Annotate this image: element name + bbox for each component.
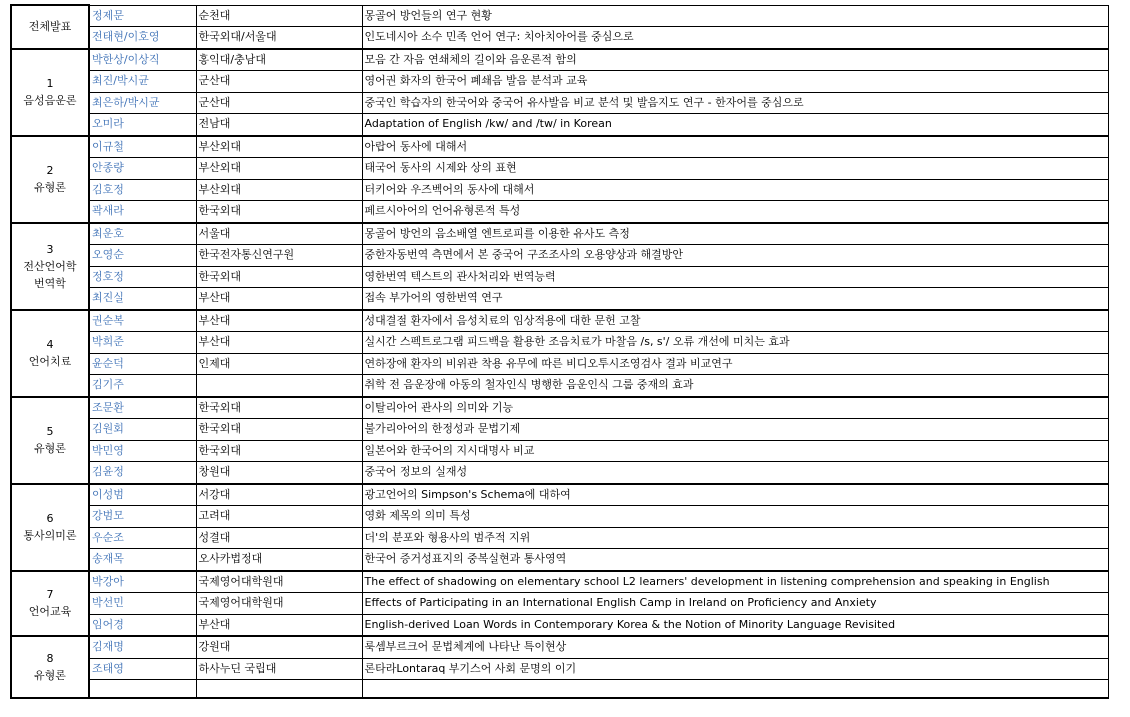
paper-title: 불가리아어의 한정성과 문법기제 [362,419,1108,441]
affiliation: 부산외대 [196,158,362,180]
session-label [11,571,89,637]
table-row [11,375,1108,397]
presenter-name: 오영순 [89,245,196,267]
presenter-name: 최진실 [89,288,196,310]
paper-title: 태국어 동사의 시제와 상의 표현 [362,158,1108,180]
session-label [11,223,89,310]
paper-title: 영화 제목의 의미 특성 [362,506,1108,528]
presenter-name: 이규철 [89,136,196,158]
table-row [11,549,1108,571]
paper-title: 론타라Lontaraq 부기스어 사회 문명의 이기 [362,658,1108,680]
schedule-body [11,5,1108,698]
table-row [11,5,1108,27]
session-label-line: 유형론 [34,442,66,455]
presenter-name: 김기주 [89,375,196,397]
affiliation: 오사카법정대 [196,549,362,571]
affiliation: 부산대 [196,614,362,636]
paper-title: 연하장애 환자의 비위관 착용 유무에 따른 비디오투시조영검사 결과 비교연구 [362,353,1108,375]
session-label-line: 4 [46,338,54,351]
table-row [11,484,1108,506]
table-row [11,397,1108,419]
paper-title: Effects of Participating in an International English Camp in Ireland on Proficiency and Anxiety [362,593,1108,615]
affiliation: 군산대 [196,92,362,114]
affiliation: 한국외대 [196,419,362,441]
presenter-name: 조문환 [89,397,196,419]
affiliation: 부산외대 [196,179,362,201]
paper-title: 실시간 스펙트로그램 피드백을 활용한 조음치료가 마찰음 /s, s'/ 오류 개선에 미치는 효과 [362,332,1108,354]
session-label [11,136,89,223]
presenter-name: 정호정 [89,266,196,288]
session-label-line: 음성음운론 [23,94,77,107]
paper-title: 더'의 분포와 형용사의 범주적 지위 [362,527,1108,549]
table-row [11,658,1108,680]
table-row [11,114,1108,136]
session-label-line: 유형론 [34,669,66,682]
session-label-line: 8 [46,652,54,665]
affiliation: 하사누딘 국립대 [196,658,362,680]
presenter-name: 전태현/이호영 [89,27,196,49]
paper-title: 광고언어의 Simpson's Schema에 대하여 [362,484,1108,506]
affiliation: 홍익대/충남대 [196,49,362,71]
table-row [11,266,1108,288]
session-label-line: 전산언어학 [23,259,77,273]
affiliation: 서강대 [196,484,362,506]
presenter-name: 박희준 [89,332,196,354]
session-label-line: 5 [46,425,54,438]
affiliation: 성결대 [196,527,362,549]
presenter-name: 임어경 [89,614,196,636]
affiliation: 국제영어대학원대 [196,593,362,615]
table-row [11,527,1108,549]
presenter-name: 안종량 [89,158,196,180]
affiliation: 부산대 [196,288,362,310]
paper-title: 중한자동번역 측면에서 본 중국어 구조조사의 오용양상과 해결방안 [362,245,1108,267]
presenter-name: 박민영 [89,440,196,462]
table-row [11,179,1108,201]
table-row [11,136,1108,158]
table-row [11,440,1108,462]
session-label [11,484,89,571]
presenter-name: 권순복 [89,310,196,332]
paper-title: 영어권 화자의 한국어 폐쇄음 발음 분석과 교육 [362,71,1108,93]
presenter-name: 강범모 [89,506,196,528]
table-row [11,158,1108,180]
session-label-line: 언어치료 [28,355,72,368]
table-row [11,332,1108,354]
session-label-line: 7 [46,588,54,602]
affiliation [196,680,362,699]
table-row [11,245,1108,267]
table-row [11,288,1108,310]
table-row [11,462,1108,484]
table-row [11,310,1108,332]
session-label-line: 통사의미론 [23,529,77,542]
affiliation: 창원대 [196,462,362,484]
affiliation: 강원대 [196,636,362,658]
affiliation: 부산대 [196,310,362,332]
session-label [11,636,89,698]
paper-title: 룩셈부르크어 문법체계에 나타난 특이현상 [362,636,1108,658]
affiliation: 서울대 [196,223,362,245]
session-label-line: 번역학 [34,276,66,290]
table-row [11,353,1108,375]
presenter-name: 우순조 [89,527,196,549]
paper-title: 성대결절 환자에서 음성치료의 임상적용에 대한 문헌 고찰 [362,310,1108,332]
affiliation: 고려대 [196,506,362,528]
presenter-name: 조태영 [89,658,196,680]
table-row [11,71,1108,93]
session-label [11,5,89,49]
table-row [11,593,1108,615]
affiliation: 한국외대/서울대 [196,27,362,49]
paper-title: Adaptation of English /kw/ and /tw/ in Korean [362,114,1108,136]
paper-title [362,680,1108,699]
presenter-name [89,680,196,699]
affiliation: 순천대 [196,5,362,27]
presenter-name: 윤순덕 [89,353,196,375]
presenter-name: 최운호 [89,223,196,245]
affiliation: 군산대 [196,71,362,93]
presenter-name: 박선민 [89,593,196,615]
table-row [11,223,1108,245]
paper-title: 몽골어 방언들의 연구 현황 [362,5,1108,27]
session-label-line: 유형론 [34,181,66,194]
affiliation: 한국외대 [196,397,362,419]
paper-title: 접속 부가어의 영한번역 연구 [362,288,1108,310]
session-label-line: 2 [46,164,54,177]
paper-title: 영한번역 텍스트의 관사처리와 번역능력 [362,266,1108,288]
paper-title: 취학 전 음운장애 아동의 철자인식 병행한 음운인식 그룹 중재의 효과 [362,375,1108,397]
table-row [11,680,1108,699]
table-row [11,419,1108,441]
session-label-line: 전체발표 [28,20,72,34]
paper-title: 한국어 증거성표지의 중복실현과 통사영역 [362,549,1108,571]
paper-title: 모음 간 자음 연쇄체의 길이와 음운론적 함의 [362,49,1108,71]
table-row [11,27,1108,49]
presenter-name: 최은하/박시균 [89,92,196,114]
presenter-name: 김재명 [89,636,196,658]
table-row [11,614,1108,636]
session-label [11,310,89,397]
presenter-name: 오미라 [89,114,196,136]
paper-title: English-derived Loan Words in Contemporary Korea & the Notion of Minority Language Revisited [362,614,1108,636]
presenter-name: 송재목 [89,549,196,571]
table-row [11,201,1108,223]
table-row [11,92,1108,114]
presenter-name: 김윤정 [89,462,196,484]
affiliation: 인제대 [196,353,362,375]
affiliation: 부산대 [196,332,362,354]
paper-title: 중국인 학습자의 한국어와 중국어 유사발음 비교 분석 및 발음지도 연구 - 한자어를 중심으로 [362,92,1108,114]
affiliation: 한국외대 [196,440,362,462]
table-row [11,506,1108,528]
affiliation: 한국전자통신연구원 [196,245,362,267]
paper-title: 페르시아어의 언어유형론적 특성 [362,201,1108,223]
schedule-table [10,4,1109,699]
table-row [11,636,1108,658]
paper-title: 일본어와 한국어의 지시대명사 비교 [362,440,1108,462]
paper-title: The effect of shadowing on elementary school L2 learners' development in listening comprehension and speaking in English [362,571,1108,593]
affiliation: 한국외대 [196,266,362,288]
presenter-name: 이성범 [89,484,196,506]
session-label-line: 6 [46,512,54,525]
session-label-line: 언어교육 [28,605,72,619]
table-row [11,571,1108,593]
presenter-name: 박강아 [89,571,196,593]
session-label [11,49,89,136]
presenter-name: 정제문 [89,5,196,27]
presenter-name: 박한상/이상직 [89,49,196,71]
presenter-name: 김원회 [89,419,196,441]
affiliation: 부산외대 [196,136,362,158]
affiliation [196,375,362,397]
paper-title: 아랍어 동사에 대해서 [362,136,1108,158]
paper-title: 이탈리아어 관사의 의미와 기능 [362,397,1108,419]
session-label-line: 3 [46,242,54,256]
presenter-name: 곽새라 [89,201,196,223]
session-label-line: 1 [46,77,54,90]
paper-title: 중국어 정보의 실재성 [362,462,1108,484]
paper-title: 몽골어 방언의 음소배열 엔트로피를 이용한 유사도 측정 [362,223,1108,245]
session-label [11,397,89,484]
paper-title: 인도네시아 소수 민족 언어 연구: 치아치아어를 중심으로 [362,27,1108,49]
table-row [11,49,1108,71]
affiliation: 전남대 [196,114,362,136]
presenter-name: 김호정 [89,179,196,201]
affiliation: 국제영어대학원대 [196,571,362,593]
affiliation: 한국외대 [196,201,362,223]
presenter-name: 최진/박시균 [89,71,196,93]
paper-title: 터키어와 우즈벡어의 동사에 대해서 [362,179,1108,201]
